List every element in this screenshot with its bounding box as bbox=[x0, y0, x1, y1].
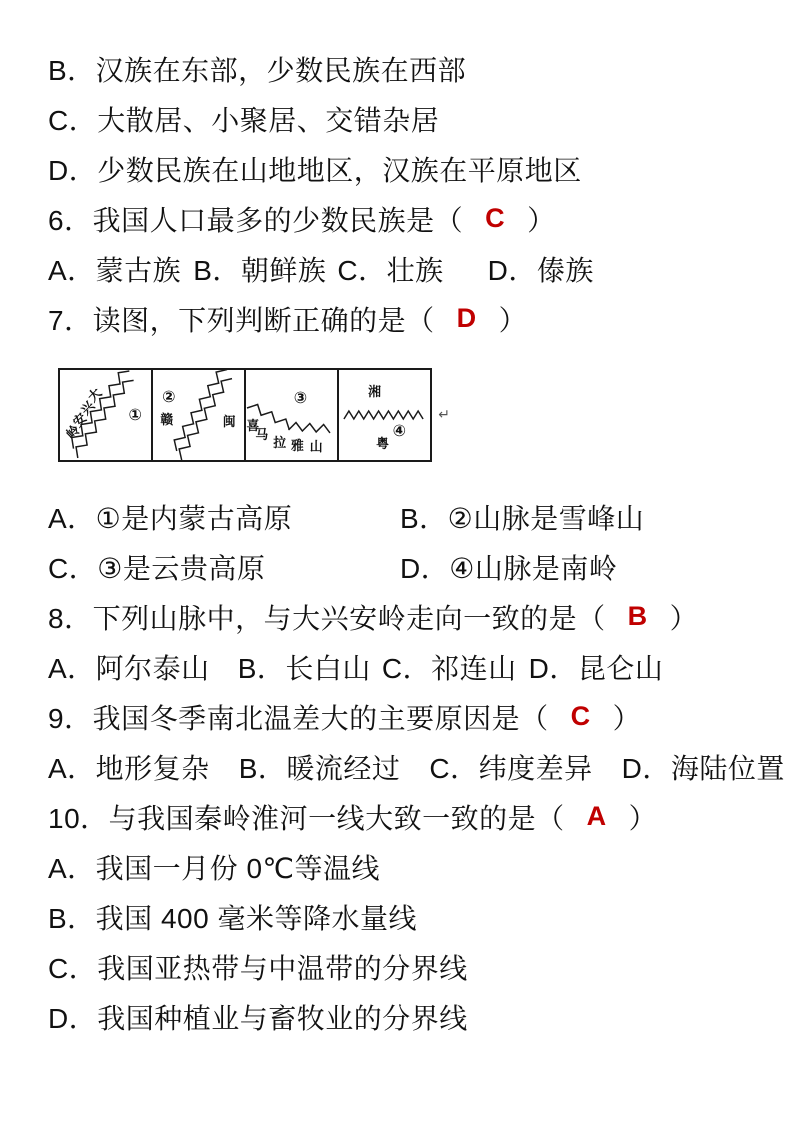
option-d: D．傣族 bbox=[487, 255, 594, 286]
question-7-answer: D bbox=[456, 302, 477, 333]
province-label-gan: 赣 bbox=[160, 411, 174, 428]
question-6-stem: 6．我国人口最多的少数民族是 bbox=[48, 205, 435, 236]
range-char: 兴 bbox=[77, 398, 98, 418]
range-char: 大 bbox=[84, 385, 105, 405]
paren-open: （ bbox=[406, 305, 435, 336]
paren-open: （ bbox=[536, 803, 565, 834]
option-c: C．祁连山 bbox=[381, 653, 517, 684]
mountain-chain-daxinganling bbox=[60, 370, 151, 460]
option-b: B．②山脉是雪峰山 bbox=[400, 503, 645, 534]
range-char: 拉 bbox=[273, 434, 287, 451]
option-a: A．①是内蒙古高原 bbox=[48, 503, 293, 534]
option-b: B．长白山 bbox=[237, 653, 371, 684]
paren-open: （ bbox=[520, 703, 549, 734]
option-b: B．朝鲜族 bbox=[193, 255, 327, 286]
paren-open: （ bbox=[434, 205, 464, 236]
option-c: C．纬度差异 bbox=[429, 753, 593, 784]
question-9-options bbox=[48, 742, 785, 792]
question-7-stem: 7．读图，下列判断正确的是 bbox=[48, 305, 407, 336]
option-d: D．海陆位置 bbox=[621, 753, 785, 784]
circled-number-1: ① bbox=[128, 406, 142, 425]
question-10-stem: 10．与我国秦岭淮河一线大致一致的是 bbox=[48, 803, 537, 834]
circled-number-2: ② bbox=[162, 388, 176, 407]
paren-close: ） bbox=[669, 603, 699, 634]
question-6 bbox=[48, 194, 757, 244]
paren-close: ） bbox=[628, 803, 658, 834]
paragraph-return-mark: ↵ bbox=[438, 406, 450, 422]
question-9-stem: 9．我国冬季南北温差大的主要原因是 bbox=[48, 703, 521, 734]
option-d: D．昆仑山 bbox=[528, 653, 664, 684]
mountain-chain-line bbox=[170, 370, 227, 451]
range-char: 马 bbox=[255, 426, 269, 443]
range-char: 山 bbox=[309, 438, 323, 455]
question-9-answer: C bbox=[570, 700, 591, 731]
option-a: A．地形复杂 bbox=[48, 753, 210, 784]
question-7 bbox=[48, 294, 757, 344]
mountain-ranges-figure bbox=[58, 368, 450, 462]
province-label-xiang: 湘 bbox=[368, 383, 382, 400]
figure-panel-3 bbox=[246, 370, 339, 460]
figure-panel-1 bbox=[60, 370, 153, 460]
lead-option-c: C．大散居、小聚居、交错杂居 bbox=[48, 105, 440, 136]
province-label-min: 闽 bbox=[222, 413, 236, 430]
range-char: 喜 bbox=[246, 417, 260, 434]
lead-option-d: D．少数民族在山地地区，汉族在平原地区 bbox=[48, 155, 582, 186]
question-10-answer: A bbox=[586, 800, 607, 831]
mountain-chain-line bbox=[344, 411, 423, 419]
range-char: 安 bbox=[69, 410, 90, 430]
question-10-option-c: C．我国亚热带与中温带的分界线 bbox=[48, 953, 468, 984]
circled-number-4: ④ bbox=[392, 422, 407, 441]
circled-number-3: ③ bbox=[293, 389, 308, 408]
paren-close: ） bbox=[612, 703, 642, 734]
question-10 bbox=[48, 792, 757, 842]
question-10-option-a: A．我国一月份 0℃等温线 bbox=[48, 853, 380, 884]
range-char: 雅 bbox=[291, 437, 304, 454]
paren-close: ） bbox=[498, 305, 528, 336]
paren-open: （ bbox=[577, 603, 606, 634]
option-c: C．壮族 bbox=[337, 255, 444, 286]
option-d: D．④山脉是南岭 bbox=[400, 553, 618, 584]
question-8-answer: B bbox=[627, 600, 648, 631]
province-label-yue: 粤 bbox=[376, 435, 389, 452]
question-9 bbox=[48, 692, 757, 742]
option-b: B．暖流经过 bbox=[238, 753, 401, 784]
question-10-option-b: B．我国 400 毫米等降水量线 bbox=[48, 903, 417, 934]
mountain-chain-line bbox=[289, 422, 331, 433]
mountain-chain-nanling bbox=[339, 370, 430, 460]
lead-option-b: B．汉族在东部，少数民族在西部 bbox=[48, 55, 467, 86]
option-c: C．③是云贵高原 bbox=[48, 553, 266, 584]
option-a: A．阿尔泰山 bbox=[48, 653, 210, 684]
question-10-option-d: D．我国种植业与畜牧业的分界线 bbox=[48, 1003, 468, 1034]
question-8-options bbox=[48, 642, 757, 692]
question-7-options-row-2 bbox=[48, 542, 757, 592]
figure-panel-2 bbox=[153, 370, 246, 460]
mountain-chain-gan-min bbox=[153, 370, 244, 460]
question-8 bbox=[48, 592, 757, 642]
figure-frame bbox=[58, 368, 432, 462]
paren-close: ） bbox=[527, 205, 556, 236]
question-6-options bbox=[48, 244, 757, 294]
option-a: A．蒙古族 bbox=[48, 255, 182, 286]
question-6-answer: C bbox=[485, 202, 506, 233]
question-8-stem: 8．下列山脉中，与大兴安岭走向一致的是 bbox=[48, 603, 578, 634]
question-7-options-row-1 bbox=[48, 492, 757, 542]
figure-panel-4 bbox=[339, 370, 430, 460]
range-char: 岭 bbox=[63, 422, 83, 442]
mountain-chain-himalaya bbox=[246, 370, 337, 460]
